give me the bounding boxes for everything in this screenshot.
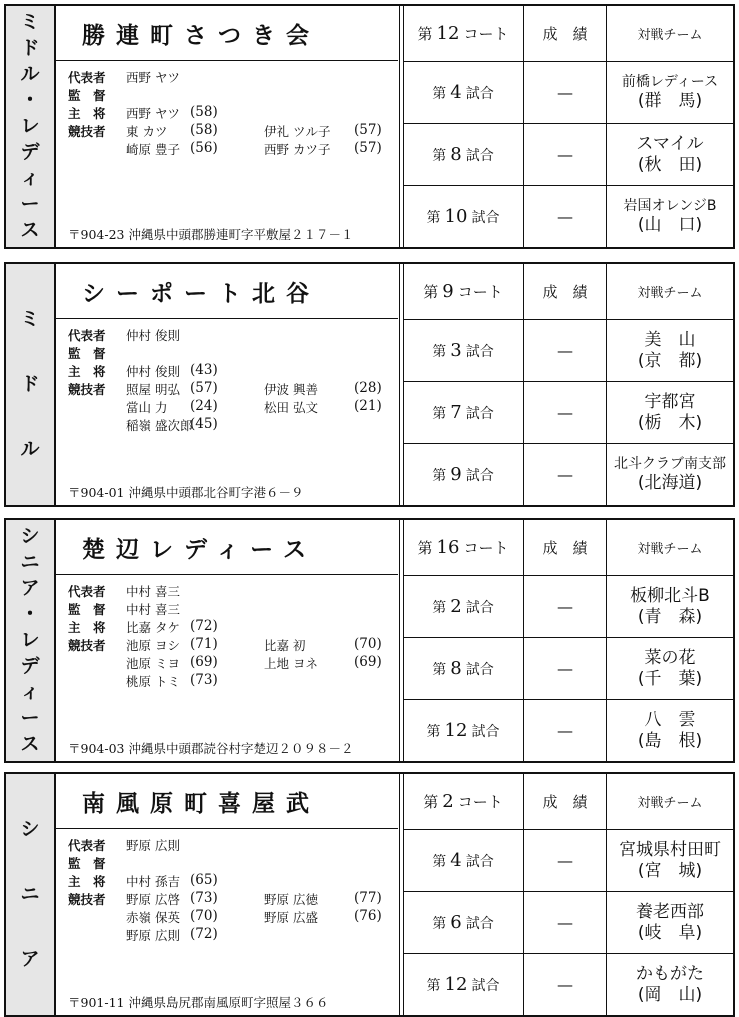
roster-row (64, 86, 394, 104)
result-header: 成 績 (523, 264, 606, 319)
member-age: (65) (190, 872, 218, 888)
match-row (404, 830, 733, 892)
opponent-name: 宇都宮 (644, 392, 696, 413)
match-number-cell (404, 444, 522, 505)
category-char: ー (20, 193, 40, 215)
member-name: 稲嶺 盛次郎 (126, 418, 193, 433)
opponent-cell (606, 576, 733, 637)
opponent-header: 対戦チーム (606, 520, 733, 575)
roster-row (64, 344, 394, 362)
category-char: ィ (20, 681, 40, 703)
category-label (6, 520, 56, 761)
match-result: — (523, 186, 606, 247)
court-number: 9 (442, 281, 454, 302)
member-name: 中村 喜三 (126, 602, 180, 617)
opponent-prefecture: (京 都) (637, 350, 703, 371)
opponent-name: 養老西部 (636, 902, 704, 923)
category-char: ド (20, 37, 40, 59)
opponent-cell (606, 124, 733, 185)
member-name: 當山 力 (126, 400, 168, 415)
member-name: 赤嶺 保英 (126, 910, 180, 925)
match-prefix: 第 (432, 343, 447, 360)
roster-row (64, 872, 394, 890)
member-name: 上地 ヨネ (264, 656, 318, 671)
member-name: 西野 ヤツ (126, 106, 180, 121)
category-char: ・ (20, 89, 40, 111)
match-row (404, 320, 733, 382)
roster (64, 582, 394, 690)
match-suffix: 試合 (465, 661, 494, 678)
team-address: 〒901-11 沖縄県島尻郡南風原町字照屋３６６ (68, 995, 329, 1010)
court-number: 16 (436, 537, 460, 558)
match-row (404, 638, 733, 700)
match-number: 9 (450, 464, 462, 485)
member-age: (43) (190, 362, 218, 378)
team-name: 南風原町喜屋武 (56, 774, 398, 829)
match-number-cell (404, 124, 522, 185)
team-address: 〒904-23 沖縄県中頭郡勝連町字平敷屋２１７－１ (68, 227, 354, 242)
opponent-prefecture: (宮 城) (637, 860, 703, 881)
roster-role: 主 将 (68, 106, 106, 121)
roster-row (64, 672, 394, 690)
category-char: ニ (20, 551, 40, 573)
court-suffix: コート (457, 793, 503, 811)
member-name: 仲村 俊則 (126, 364, 180, 379)
match-result: — (523, 62, 606, 123)
schedule-header (404, 6, 733, 62)
roster-row (64, 600, 394, 618)
opponent-prefecture: (青 森) (637, 606, 703, 627)
member-age: (69) (190, 654, 218, 670)
match-result: — (523, 892, 606, 953)
opponent-name: 岩国オレンジB (623, 197, 717, 214)
match-number: 12 (444, 720, 468, 741)
category-char: ィ (20, 167, 40, 189)
match-result: — (523, 700, 606, 761)
court-number: 2 (442, 791, 454, 812)
match-number: 4 (450, 850, 462, 871)
roster-role: 主 将 (68, 364, 106, 379)
match-prefix: 第 (432, 599, 447, 616)
team-name: 楚辺レディース (56, 520, 398, 575)
opponent-name: 前橋レディース (621, 73, 719, 90)
opponent-name: かもがた (636, 964, 704, 985)
category-char: レ (20, 115, 40, 137)
category-char: ・ (20, 603, 40, 625)
roster-row (64, 104, 394, 122)
opponent-cell (606, 700, 733, 761)
match-number-cell (404, 954, 522, 1015)
roster (64, 326, 394, 434)
team-card (4, 772, 735, 1017)
court-prefix: 第 (423, 793, 439, 811)
match-row (404, 444, 733, 505)
schedule-panel (404, 6, 733, 247)
match-number: 10 (444, 206, 468, 227)
match-prefix: 第 (426, 209, 441, 226)
match-list (404, 830, 733, 1015)
match-number: 3 (450, 340, 462, 361)
team-panel (56, 264, 398, 505)
category-char: ア (20, 577, 40, 599)
member-name: 池原 ミヨ (126, 656, 180, 671)
schedule-header (404, 264, 733, 320)
category-char: ア (20, 948, 40, 970)
team-address: 〒904-01 沖縄県中頭郡北谷町字港６－９ (68, 485, 304, 500)
roster (64, 68, 394, 158)
match-number-cell (404, 576, 522, 637)
member-age: (70) (190, 908, 218, 924)
opponent-cell (606, 186, 733, 247)
opponent-prefecture: (群 馬) (637, 90, 703, 111)
court-prefix: 第 (417, 25, 433, 43)
match-result: — (523, 124, 606, 185)
roster-row (64, 854, 394, 872)
member-age: (57) (354, 140, 382, 156)
member-age: (76) (354, 908, 382, 924)
member-name: 西野 ヤツ (126, 70, 180, 85)
match-number: 6 (450, 912, 462, 933)
schedule-header (404, 774, 733, 830)
opponent-prefecture: (栃 木) (637, 412, 703, 433)
match-result: — (523, 638, 606, 699)
team-card (4, 518, 735, 763)
roster-row (64, 362, 394, 380)
match-suffix: 試合 (465, 599, 494, 616)
member-name: 西野 カツ子 (264, 142, 331, 157)
match-prefix: 第 (432, 915, 447, 932)
category-char: デ (20, 141, 40, 163)
team-card (4, 4, 735, 249)
match-suffix: 試合 (465, 85, 494, 102)
court-suffix: コート (463, 539, 509, 557)
category-char: ミ (20, 308, 40, 330)
match-result: — (523, 576, 606, 637)
roster-row (64, 654, 394, 672)
roster-row (64, 122, 394, 140)
team-address: 〒904-03 沖縄県中頭郡読谷村字楚辺２０９８－２ (68, 741, 354, 756)
member-age: (45) (190, 416, 218, 432)
member-age: (70) (354, 636, 382, 652)
match-prefix: 第 (432, 853, 447, 870)
category-char: ス (20, 219, 40, 241)
match-number: 4 (450, 82, 462, 103)
opponent-prefecture: (秋 田) (637, 154, 703, 175)
roster-row (64, 140, 394, 158)
match-prefix: 第 (432, 467, 447, 484)
match-suffix: 試合 (465, 343, 494, 360)
opponent-name: 北斗クラブ南支部 (614, 455, 726, 472)
member-name: 伊波 興善 (264, 382, 318, 397)
opponent-cell (606, 830, 733, 891)
roster-row (64, 890, 394, 908)
match-row (404, 124, 733, 186)
member-name: 池原 ヨシ (126, 638, 180, 653)
team-name: シーポート北谷 (56, 264, 398, 319)
roster-row (64, 68, 394, 86)
match-number-cell (404, 700, 522, 761)
result-header: 成 績 (523, 520, 606, 575)
roster-role: 代表者 (68, 328, 106, 343)
match-prefix: 第 (426, 723, 441, 740)
member-age: (77) (354, 890, 382, 906)
opponent-cell (606, 382, 733, 443)
roster-role: 監 督 (68, 856, 106, 871)
match-row (404, 700, 733, 761)
category-char: ド (20, 373, 40, 395)
match-row (404, 62, 733, 124)
roster-row (64, 416, 394, 434)
result-header: 成 績 (523, 6, 606, 61)
opponent-name: 宮城県村田町 (619, 840, 721, 861)
schedule-panel (404, 264, 733, 505)
roster-role: 競技者 (68, 892, 106, 907)
court-prefix: 第 (417, 539, 433, 557)
match-suffix: 試合 (471, 977, 500, 994)
roster-row (64, 618, 394, 636)
member-name: 松田 弘文 (264, 400, 318, 415)
match-row (404, 382, 733, 444)
opponent-prefecture: (山 口) (637, 214, 703, 235)
match-result: — (523, 830, 606, 891)
court-cell (404, 264, 522, 319)
match-suffix: 試合 (465, 147, 494, 164)
member-age: (72) (190, 926, 218, 942)
match-row (404, 186, 733, 247)
member-name: 野原 広徳 (264, 892, 318, 907)
member-age: (56) (190, 140, 218, 156)
member-age: (58) (190, 104, 218, 120)
member-name: 比嘉 タケ (126, 620, 180, 635)
match-result: — (523, 444, 606, 505)
member-age: (73) (190, 890, 218, 906)
member-name: 崎原 豊子 (126, 142, 180, 157)
member-age: (69) (354, 654, 382, 670)
court-cell (404, 774, 522, 829)
opponent-name: 八 雲 (644, 710, 696, 731)
roster-row (64, 398, 394, 416)
category-char: ニ (20, 883, 40, 905)
category-label (6, 774, 56, 1015)
roster-role: 代表者 (68, 584, 106, 599)
category-label (6, 6, 56, 247)
opponent-cell (606, 954, 733, 1015)
court-suffix: コート (463, 25, 509, 43)
member-age: (21) (354, 398, 382, 414)
roster-row (64, 836, 394, 854)
opponent-cell (606, 638, 733, 699)
match-number-cell (404, 186, 522, 247)
opponent-prefecture: (岐 阜) (637, 922, 703, 943)
roster-role: 代表者 (68, 70, 106, 85)
match-number-cell (404, 382, 522, 443)
match-number: 8 (450, 144, 462, 165)
member-age: (57) (354, 122, 382, 138)
opponent-prefecture: (北海道) (637, 472, 703, 493)
opponent-prefecture: (岡 山) (637, 984, 703, 1005)
court-cell (404, 520, 522, 575)
match-number: 2 (450, 596, 462, 617)
category-char: レ (20, 629, 40, 651)
opponent-header: 対戦チーム (606, 6, 733, 61)
member-age: (28) (354, 380, 382, 396)
member-name: 野原 広則 (126, 928, 180, 943)
match-number-cell (404, 320, 522, 381)
member-age: (73) (190, 672, 218, 688)
category-char: シ (20, 818, 40, 840)
roster-role: 競技者 (68, 638, 106, 653)
roster (64, 836, 394, 944)
opponent-name: 美 山 (644, 330, 696, 351)
court-prefix: 第 (423, 283, 439, 301)
category-label (6, 264, 56, 505)
member-name: 伊礼 ツル子 (264, 124, 331, 139)
court-cell (404, 6, 522, 61)
court-number: 12 (436, 23, 460, 44)
match-suffix: 試合 (471, 209, 500, 226)
opponent-prefecture: (千 葉) (637, 668, 703, 689)
member-name: 東 カツ (126, 124, 168, 139)
match-list (404, 320, 733, 505)
match-number-cell (404, 62, 522, 123)
member-name: 照屋 明弘 (126, 382, 180, 397)
roster-role: 代表者 (68, 838, 106, 853)
opponent-cell (606, 320, 733, 381)
match-result: — (523, 382, 606, 443)
member-age: (24) (190, 398, 218, 414)
roster-row (64, 636, 394, 654)
match-suffix: 試合 (465, 405, 494, 422)
category-char: デ (20, 655, 40, 677)
category-char: ル (20, 438, 40, 460)
match-number: 12 (444, 974, 468, 995)
member-age: (71) (190, 636, 218, 652)
schedule-panel (404, 774, 733, 1015)
opponent-cell (606, 62, 733, 123)
match-suffix: 試合 (465, 853, 494, 870)
match-number-cell (404, 892, 522, 953)
match-result: — (523, 320, 606, 381)
roster-role: 監 督 (68, 88, 106, 103)
category-char: ー (20, 707, 40, 729)
match-prefix: 第 (432, 405, 447, 422)
roster-row (64, 380, 394, 398)
category-char: ミ (20, 11, 40, 33)
opponent-header: 対戦チーム (606, 264, 733, 319)
schedule-panel (404, 520, 733, 761)
match-row (404, 576, 733, 638)
member-age: (58) (190, 122, 218, 138)
member-name: 野原 広則 (126, 838, 180, 853)
match-prefix: 第 (426, 977, 441, 994)
team-name: 勝連町さつき会 (56, 6, 398, 61)
court-suffix: コート (457, 283, 503, 301)
roster-role: 監 督 (68, 346, 106, 361)
member-name: 仲村 俊則 (126, 328, 180, 343)
roster-row (64, 908, 394, 926)
roster-role: 競技者 (68, 382, 106, 397)
match-row (404, 954, 733, 1015)
opponent-name: スマイル (636, 134, 704, 155)
roster-role: 監 督 (68, 602, 106, 617)
match-prefix: 第 (432, 85, 447, 102)
match-list (404, 576, 733, 761)
member-age: (57) (190, 380, 218, 396)
team-panel (56, 774, 398, 1015)
match-number: 8 (450, 658, 462, 679)
match-list (404, 62, 733, 247)
match-suffix: 試合 (471, 723, 500, 740)
opponent-header: 対戦チーム (606, 774, 733, 829)
roster-role: 競技者 (68, 124, 106, 139)
roster-row (64, 326, 394, 344)
match-number: 7 (450, 402, 462, 423)
member-name: 中村 喜三 (126, 584, 180, 599)
opponent-cell (606, 892, 733, 953)
match-number-cell (404, 830, 522, 891)
member-name: 野原 広盛 (264, 910, 318, 925)
match-prefix: 第 (432, 147, 447, 164)
team-panel (56, 6, 398, 247)
roster-role: 主 将 (68, 874, 106, 889)
category-char: シ (20, 525, 40, 547)
match-result: — (523, 954, 606, 1015)
member-name: 中村 孫吉 (126, 874, 180, 889)
member-name: 比嘉 初 (264, 638, 306, 653)
team-panel (56, 520, 398, 761)
team-card (4, 262, 735, 507)
match-number-cell (404, 638, 522, 699)
match-suffix: 試合 (465, 915, 494, 932)
opponent-name: 菜の花 (644, 648, 696, 669)
member-age: (72) (190, 618, 218, 634)
roster-role: 主 将 (68, 620, 106, 635)
opponent-cell (606, 444, 733, 505)
roster-row (64, 582, 394, 600)
opponent-prefecture: (島 根) (637, 730, 703, 751)
roster-row (64, 926, 394, 944)
category-char: ス (20, 733, 40, 755)
result-header: 成 績 (523, 774, 606, 829)
match-suffix: 試合 (465, 467, 494, 484)
match-prefix: 第 (432, 661, 447, 678)
category-char: ル (20, 63, 40, 85)
schedule-header (404, 520, 733, 576)
member-name: 野原 広啓 (126, 892, 180, 907)
match-row (404, 892, 733, 954)
member-name: 桃原 トミ (126, 674, 180, 689)
opponent-name: 板柳北斗B (630, 586, 710, 607)
